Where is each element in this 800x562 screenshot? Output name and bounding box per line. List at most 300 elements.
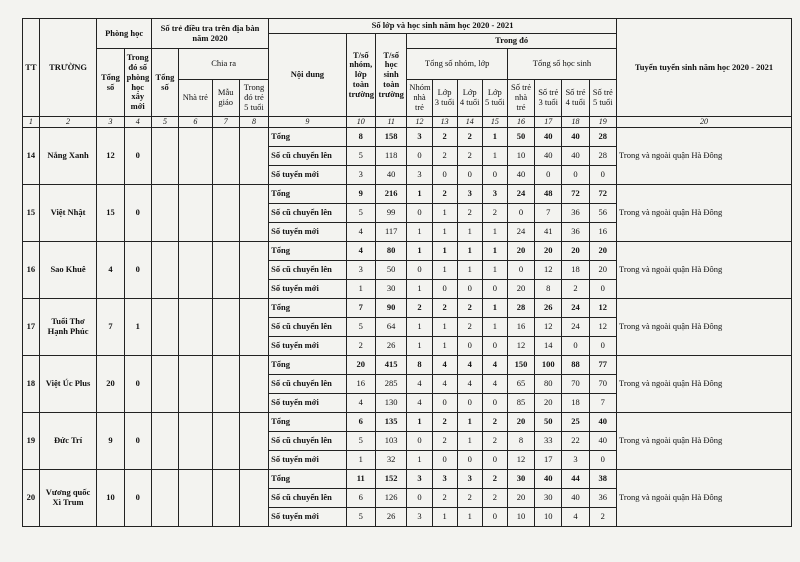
data-cell: 70: [562, 375, 589, 394]
data-cell: 88: [562, 356, 589, 375]
kindergarten-header: Mẫu giáo: [212, 80, 239, 117]
data-cell: 4: [457, 356, 482, 375]
data-cell: 22: [562, 432, 589, 451]
divided-header: Chia ra: [179, 49, 269, 80]
data-cell: 6: [346, 489, 375, 508]
data-cell: 4: [432, 356, 457, 375]
row-label: Số tuyển mới: [269, 166, 347, 185]
data-cell: 8: [407, 356, 432, 375]
survey-cell: [179, 299, 213, 356]
data-cell: 1: [482, 242, 507, 261]
data-cell: 4: [346, 242, 375, 261]
data-cell: 2: [432, 128, 457, 147]
data-cell: 2: [407, 299, 432, 318]
data-cell: 28: [589, 128, 616, 147]
data-cell: 40: [535, 470, 562, 489]
data-cell: 24: [507, 223, 534, 242]
enrollment-area: Trong và ngoài quận Hà Đông: [616, 356, 791, 413]
rooms-total: 4: [97, 242, 124, 299]
data-cell: 2: [432, 432, 457, 451]
data-cell: 7: [589, 394, 616, 413]
data-cell: 36: [562, 223, 589, 242]
data-cell: 1: [457, 432, 482, 451]
data-cell: 0: [589, 451, 616, 470]
school-number: 17: [23, 299, 40, 356]
data-cell: 1: [407, 451, 432, 470]
data-cell: 2: [482, 413, 507, 432]
row-label: Số cũ chuyển lên: [269, 489, 347, 508]
data-cell: 1: [457, 508, 482, 527]
data-cell: 1: [407, 185, 432, 204]
data-cell: 30: [375, 280, 406, 299]
data-cell: 5: [346, 318, 375, 337]
data-cell: 2: [457, 299, 482, 318]
data-cell: 20: [535, 394, 562, 413]
data-cell: 85: [507, 394, 534, 413]
children-total-header: Tổng số: [151, 49, 178, 117]
table-row: [23, 299, 792, 318]
data-cell: 5: [346, 204, 375, 223]
data-cell: 1: [407, 337, 432, 356]
row-label: Số tuyển mới: [269, 223, 347, 242]
data-cell: 40: [589, 413, 616, 432]
data-cell: 1: [407, 318, 432, 337]
survey-cell: [179, 470, 213, 527]
data-cell: 0: [589, 280, 616, 299]
data-cell: 16: [589, 223, 616, 242]
of-which-header: Trong đó: [407, 34, 617, 49]
data-cell: 20: [562, 242, 589, 261]
data-cell: 40: [589, 432, 616, 451]
data-cell: 4: [407, 394, 432, 413]
data-cell: 9: [346, 185, 375, 204]
data-cell: 0: [407, 204, 432, 223]
new-rooms: 0: [124, 242, 151, 299]
data-cell: 0: [407, 432, 432, 451]
school-name: Việt Nhật: [39, 185, 97, 242]
column-number: 7: [212, 117, 239, 128]
data-cell: 3: [346, 261, 375, 280]
row-label: Số cũ chuyển lên: [269, 204, 347, 223]
data-cell: 64: [375, 318, 406, 337]
row-label: Tổng: [269, 128, 347, 147]
data-cell: 1: [457, 242, 482, 261]
data-cell: 80: [535, 375, 562, 394]
data-cell: 216: [375, 185, 406, 204]
data-cell: 20: [346, 356, 375, 375]
survey-group-header: Số trẻ điều tra trên địa bàn năm 2020: [151, 19, 268, 49]
data-cell: 1: [482, 318, 507, 337]
data-cell: 152: [375, 470, 406, 489]
data-cell: 3: [407, 470, 432, 489]
data-cell: 2: [346, 337, 375, 356]
column-number: 5: [151, 117, 178, 128]
age5-header: Trong đó trẻ 5 tuổi: [239, 80, 268, 117]
data-cell: 1: [346, 451, 375, 470]
data-cell: 14: [535, 337, 562, 356]
survey-cell: [151, 413, 178, 470]
data-cell: 40: [375, 166, 406, 185]
data-cell: 2: [589, 508, 616, 527]
data-cell: 0: [457, 394, 482, 413]
class3-header: Lớp 3 tuổi: [432, 80, 457, 117]
enrollment-area-header: Tuyển tuyển sinh năm học 2020 - 2021: [616, 19, 791, 117]
data-cell: 24: [562, 299, 589, 318]
data-cell: 1: [432, 337, 457, 356]
survey-cell: [151, 242, 178, 299]
row-label: Số tuyển mới: [269, 451, 347, 470]
data-cell: 41: [535, 223, 562, 242]
data-cell: 4: [457, 375, 482, 394]
enrollment-area: Trong và ngoài quận Hà Đông: [616, 185, 791, 242]
data-cell: 10: [507, 508, 534, 527]
data-cell: 1: [482, 128, 507, 147]
data-cell: 3: [407, 166, 432, 185]
data-cell: 8: [535, 280, 562, 299]
column-number: 3: [97, 117, 124, 128]
data-cell: 2: [457, 147, 482, 166]
nursery-group-header: Nhóm nhà trẻ: [407, 80, 432, 117]
data-cell: 12: [589, 318, 616, 337]
data-cell: 30: [535, 489, 562, 508]
data-cell: 1: [432, 223, 457, 242]
school-number: 15: [23, 185, 40, 242]
survey-cell: [212, 413, 239, 470]
data-cell: 26: [535, 299, 562, 318]
table-row: [23, 242, 792, 261]
data-cell: 0: [562, 337, 589, 356]
data-cell: 33: [535, 432, 562, 451]
data-cell: 1: [432, 318, 457, 337]
column-number-row: [23, 117, 792, 128]
enrollment-table: [22, 18, 792, 527]
survey-cell: [179, 128, 213, 185]
data-cell: 12: [535, 261, 562, 280]
data-cell: 0: [482, 451, 507, 470]
total-classes-header: T/số nhóm, lớp toàn trường: [346, 34, 375, 117]
data-cell: 12: [589, 299, 616, 318]
data-cell: 285: [375, 375, 406, 394]
data-cell: 4: [562, 508, 589, 527]
data-cell: 0: [507, 261, 534, 280]
row-label: Tổng: [269, 470, 347, 489]
school-number: 19: [23, 413, 40, 470]
column-number: 10: [346, 117, 375, 128]
data-cell: 0: [457, 451, 482, 470]
column-number: 6: [179, 117, 213, 128]
data-cell: 0: [407, 261, 432, 280]
column-number: 2: [39, 117, 97, 128]
column-number: 15: [482, 117, 507, 128]
data-cell: 1: [346, 280, 375, 299]
survey-cell: [212, 185, 239, 242]
data-cell: 1: [482, 223, 507, 242]
data-cell: 1: [407, 413, 432, 432]
data-cell: 3: [346, 166, 375, 185]
data-cell: 0: [432, 394, 457, 413]
survey-cell: [239, 185, 268, 242]
data-cell: 117: [375, 223, 406, 242]
column-number: 8: [239, 117, 268, 128]
data-cell: 1: [457, 413, 482, 432]
data-cell: 20: [589, 261, 616, 280]
column-number: 4: [124, 117, 151, 128]
data-cell: 2: [432, 147, 457, 166]
enrollment-area: Trong và ngoài quận Hà Đông: [616, 413, 791, 470]
column-number: 13: [432, 117, 457, 128]
data-cell: 100: [535, 356, 562, 375]
new-rooms: 1: [124, 299, 151, 356]
rooms-group-header: Phòng học: [97, 19, 151, 49]
data-cell: 0: [407, 489, 432, 508]
data-cell: 103: [375, 432, 406, 451]
data-cell: 1: [407, 242, 432, 261]
data-cell: 8: [507, 432, 534, 451]
data-cell: 12: [507, 451, 534, 470]
row-label: Số cũ chuyển lên: [269, 261, 347, 280]
enrollment-area: Trong và ngoài quận Hà Đông: [616, 470, 791, 527]
data-cell: 28: [589, 147, 616, 166]
data-cell: 32: [375, 451, 406, 470]
data-cell: 0: [507, 204, 534, 223]
row-label: Tổng: [269, 299, 347, 318]
school-name: Tuổi Thơ Hạnh Phúc: [39, 299, 97, 356]
data-cell: 40: [562, 489, 589, 508]
school-name: Sao Khuê: [39, 242, 97, 299]
data-cell: 4: [482, 356, 507, 375]
data-cell: 2: [432, 185, 457, 204]
classes-count-header: Tổng số nhóm, lớp: [407, 49, 508, 80]
class4-header: Lớp 4 tuổi: [457, 80, 482, 117]
survey-cell: [239, 356, 268, 413]
data-cell: 30: [507, 470, 534, 489]
data-cell: 118: [375, 147, 406, 166]
data-cell: 40: [535, 147, 562, 166]
data-cell: 26: [375, 508, 406, 527]
rooms-total: 20: [97, 356, 124, 413]
table-row: [23, 128, 792, 147]
row-label: Số tuyển mới: [269, 508, 347, 527]
data-cell: 0: [535, 166, 562, 185]
survey-cell: [151, 128, 178, 185]
data-cell: 1: [432, 261, 457, 280]
data-cell: 36: [589, 489, 616, 508]
school-number: 20: [23, 470, 40, 527]
data-cell: 3: [457, 470, 482, 489]
data-cell: 1: [407, 223, 432, 242]
data-cell: 7: [535, 204, 562, 223]
table-row: [23, 356, 792, 375]
row-label: Tổng: [269, 356, 347, 375]
data-cell: 1: [482, 299, 507, 318]
rooms-total-header: Tổng số: [97, 49, 124, 117]
table-row: [23, 470, 792, 489]
data-cell: 40: [535, 128, 562, 147]
data-cell: 2: [457, 204, 482, 223]
new-rooms: 0: [124, 185, 151, 242]
survey-cell: [179, 356, 213, 413]
survey-cell: [212, 470, 239, 527]
data-cell: 2: [562, 280, 589, 299]
data-cell: 0: [457, 337, 482, 356]
table-row: [23, 185, 792, 204]
school-number: 18: [23, 356, 40, 413]
data-cell: 4: [432, 375, 457, 394]
school-name: Việt Úc Plus: [39, 356, 97, 413]
survey-cell: [179, 242, 213, 299]
data-cell: 40: [562, 128, 589, 147]
rooms-total: 10: [97, 470, 124, 527]
data-cell: 0: [432, 166, 457, 185]
survey-cell: [179, 185, 213, 242]
school-name: Nắng Xanh: [39, 128, 97, 185]
data-cell: 415: [375, 356, 406, 375]
enrollment-area: Trong và ngoài quận Hà Đông: [616, 299, 791, 356]
data-cell: 20: [507, 280, 534, 299]
row-label: Số tuyển mới: [269, 280, 347, 299]
survey-cell: [151, 185, 178, 242]
column-number: 9: [269, 117, 347, 128]
data-cell: 50: [375, 261, 406, 280]
survey-cell: [151, 299, 178, 356]
survey-cell: [212, 242, 239, 299]
column-number: 19: [589, 117, 616, 128]
data-cell: 40: [562, 147, 589, 166]
row-label: Số cũ chuyển lên: [269, 318, 347, 337]
new-rooms: 0: [124, 128, 151, 185]
data-cell: 20: [535, 242, 562, 261]
column-number: 17: [535, 117, 562, 128]
survey-cell: [212, 299, 239, 356]
column-number: 11: [375, 117, 406, 128]
survey-cell: [239, 299, 268, 356]
column-number: 14: [457, 117, 482, 128]
data-cell: 11: [346, 470, 375, 489]
data-cell: 72: [562, 185, 589, 204]
new-rooms: 0: [124, 356, 151, 413]
column-number: 20: [616, 117, 791, 128]
kids5-header: Số trẻ 5 tuổi: [589, 80, 616, 117]
survey-cell: [151, 470, 178, 527]
data-cell: 38: [589, 470, 616, 489]
column-number: 1: [23, 117, 40, 128]
data-cell: 2: [457, 128, 482, 147]
data-cell: 18: [562, 261, 589, 280]
kids4-header: Số trẻ 4 tuổi: [562, 80, 589, 117]
data-cell: 0: [589, 337, 616, 356]
row-label: Tổng: [269, 413, 347, 432]
data-cell: 126: [375, 489, 406, 508]
rooms-total: 12: [97, 128, 124, 185]
data-cell: 2: [482, 432, 507, 451]
data-cell: 3: [482, 185, 507, 204]
enrollment-area: Trong và ngoài quận Hà Đông: [616, 242, 791, 299]
kids3-header: Số trẻ 3 tuổi: [535, 80, 562, 117]
data-cell: 90: [375, 299, 406, 318]
data-cell: 0: [432, 280, 457, 299]
data-cell: 56: [589, 204, 616, 223]
data-cell: 2: [482, 470, 507, 489]
school-name: Đức Trí: [39, 413, 97, 470]
data-cell: 24: [507, 185, 534, 204]
data-cell: 1: [457, 261, 482, 280]
school-name: Vương quốc Xì Trum: [39, 470, 97, 527]
survey-cell: [239, 242, 268, 299]
data-cell: 0: [482, 508, 507, 527]
survey-cell: [239, 413, 268, 470]
data-cell: 0: [482, 280, 507, 299]
data-cell: 2: [457, 318, 482, 337]
row-label: Số tuyển mới: [269, 394, 347, 413]
data-cell: 20: [589, 242, 616, 261]
new-rooms-header: Trong đó số phòng học xây mới: [124, 49, 151, 117]
column-number: 18: [562, 117, 589, 128]
data-cell: 130: [375, 394, 406, 413]
data-cell: 0: [562, 166, 589, 185]
data-cell: 99: [375, 204, 406, 223]
data-cell: 77: [589, 356, 616, 375]
data-cell: 16: [346, 375, 375, 394]
data-cell: 2: [482, 489, 507, 508]
data-cell: 158: [375, 128, 406, 147]
new-rooms: 0: [124, 470, 151, 527]
survey-cell: [151, 356, 178, 413]
col-tt-header: TT: [23, 19, 40, 117]
data-cell: 1: [482, 147, 507, 166]
data-cell: 3: [407, 128, 432, 147]
data-cell: 20: [507, 242, 534, 261]
data-cell: 0: [432, 451, 457, 470]
row-label: Số tuyển mới: [269, 337, 347, 356]
survey-cell: [212, 356, 239, 413]
data-cell: 5: [346, 147, 375, 166]
data-cell: 80: [375, 242, 406, 261]
row-label: Số cũ chuyển lên: [269, 375, 347, 394]
data-cell: 0: [589, 166, 616, 185]
data-cell: 0: [482, 166, 507, 185]
data-cell: 20: [507, 489, 534, 508]
data-cell: 0: [407, 147, 432, 166]
data-cell: 3: [562, 451, 589, 470]
row-label: Tổng: [269, 185, 347, 204]
data-cell: 25: [562, 413, 589, 432]
school-number: 14: [23, 128, 40, 185]
rooms-total: 7: [97, 299, 124, 356]
new-rooms: 0: [124, 413, 151, 470]
data-cell: 1: [407, 280, 432, 299]
data-cell: 1: [432, 242, 457, 261]
data-cell: 6: [346, 413, 375, 432]
survey-cell: [239, 470, 268, 527]
data-cell: 135: [375, 413, 406, 432]
data-cell: 50: [507, 128, 534, 147]
data-cell: 2: [432, 413, 457, 432]
data-cell: 28: [507, 299, 534, 318]
data-cell: 24: [562, 318, 589, 337]
data-cell: 3: [432, 470, 457, 489]
col-school-header: TRƯỜNG: [39, 19, 97, 117]
data-cell: 5: [346, 508, 375, 527]
school-number: 16: [23, 242, 40, 299]
rooms-total: 9: [97, 413, 124, 470]
students-count-header: Tổng số học sinh: [507, 49, 616, 80]
data-cell: 16: [507, 318, 534, 337]
data-cell: 1: [432, 204, 457, 223]
survey-cell: [179, 413, 213, 470]
data-cell: 4: [407, 375, 432, 394]
data-cell: 10: [507, 147, 534, 166]
class5-header: Lớp 5 tuổi: [482, 80, 507, 117]
